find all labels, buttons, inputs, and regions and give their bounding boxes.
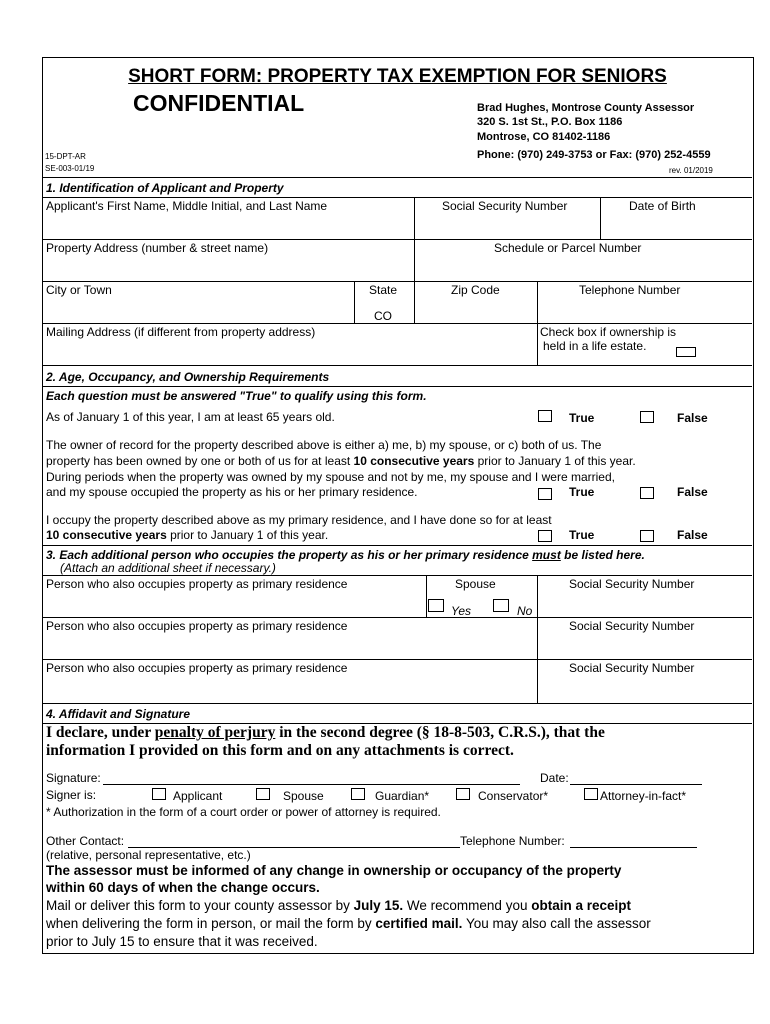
- spouse-no-label: No: [517, 604, 533, 618]
- telephone-field[interactable]: Telephone Number: [579, 283, 681, 297]
- form-page: [42, 57, 754, 954]
- other-contact-label: Other Contact:: [46, 834, 125, 848]
- signer-spouse-checkbox[interactable]: [256, 788, 270, 800]
- form-code-1: 15-DPT-AR: [45, 152, 86, 161]
- schedule-number-field[interactable]: Schedule or Parcel Number: [494, 241, 642, 255]
- form-code-2: SE-003-01/19: [45, 164, 95, 173]
- signer-label: Signer is:: [46, 788, 97, 802]
- state-field[interactable]: State: [369, 283, 398, 297]
- other-contact-telephone-line[interactable]: [570, 847, 697, 848]
- spouse-no-checkbox[interactable]: [493, 599, 509, 612]
- ownership-question-line-3: During periods when the property was owned by my spouse and not by me, my spouse and I were married,: [46, 470, 615, 484]
- age-false-checkbox[interactable]: [640, 411, 654, 423]
- life-estate-label-1: Check box if ownership is: [540, 325, 677, 339]
- age-question: As of January 1 of this year, I am at least 65 years old.: [46, 410, 335, 424]
- ownership-question-line-2: property has been owned by one or both of us for at least 10 consecutive years prior to January 1 of this year.: [46, 454, 636, 468]
- ssn-field[interactable]: Social Security Number: [442, 199, 568, 213]
- other-contact-note: (relative, personal representative, etc.): [46, 848, 251, 862]
- dob-field[interactable]: Date of Birth: [629, 199, 696, 213]
- signature-label: Signature:: [46, 771, 101, 785]
- mail-instruction-line-1: Mail or deliver this form to your county assessor by July 15. We recommend you obtain a receipt: [46, 898, 631, 913]
- notice-line-1: The assessor must be informed of any change in ownership or occupancy of the property: [46, 863, 622, 878]
- perjury-declaration-line-1: I declare, under penalty of perjury in the second degree (§ 18-8-503, C.R.S.), that the: [46, 724, 605, 741]
- ownership-false-checkbox[interactable]: [640, 487, 654, 499]
- signer-spouse-label: Spouse: [283, 789, 324, 803]
- applicant-name-field[interactable]: Applicant's First Name, Middle Initial, and Last Name: [46, 199, 328, 213]
- residence-question-line-1: I occupy the property described above as my primary residence, and I have done so for at least: [46, 513, 552, 527]
- residence-true-label: True: [569, 528, 595, 542]
- life-estate-checkbox[interactable]: [676, 347, 696, 357]
- section-2-title: 2. Age, Occupancy, and Ownership Requirements: [46, 370, 330, 384]
- section-3-subtitle: (Attach an additional sheet if necessary.): [60, 561, 276, 575]
- signature-line[interactable]: [103, 784, 520, 785]
- perjury-declaration-line-2: information I provided on this form and on any attachments is correct.: [46, 742, 514, 759]
- signer-applicant-label: Applicant: [173, 789, 223, 803]
- signer-guardian-checkbox[interactable]: [351, 788, 365, 800]
- zip-field[interactable]: Zip Code: [451, 283, 500, 297]
- occupant-1-ssn-field[interactable]: Social Security Number: [569, 577, 695, 591]
- signer-attorney-label: Attorney-in-fact*: [600, 789, 687, 803]
- occupant-3-name-field[interactable]: Person who also occupies property as primary residence: [46, 661, 348, 675]
- section-1-title: 1. Identification of Applicant and Property: [46, 181, 284, 195]
- ownership-true-label: True: [569, 485, 595, 499]
- mailing-address-field[interactable]: Mailing Address (if different from property address): [46, 325, 316, 339]
- date-label: Date:: [540, 771, 569, 785]
- occupant-2-ssn-field[interactable]: Social Security Number: [569, 619, 695, 633]
- ownership-question-line-4: and my spouse occupied the property as his or her primary residence.: [46, 485, 418, 499]
- occupant-2-name-field[interactable]: Person who also occupies property as primary residence: [46, 619, 348, 633]
- signer-conservator-checkbox[interactable]: [456, 788, 470, 800]
- authorization-note: * Authorization in the form of a court order or power of attorney is required.: [46, 805, 441, 819]
- age-true-checkbox[interactable]: [538, 410, 552, 422]
- signer-conservator-label: Conservator*: [478, 789, 549, 803]
- residence-false-label: False: [677, 528, 708, 542]
- section-3-title: 3. Each additional person who occupies the property as his or her primary residence must be listed here.: [46, 548, 645, 562]
- spouse-yes-label: Yes: [451, 604, 472, 618]
- ownership-true-checkbox[interactable]: [538, 488, 552, 500]
- residence-false-checkbox[interactable]: [640, 530, 654, 542]
- signer-guardian-label: Guardian*: [375, 789, 430, 803]
- property-address-field[interactable]: Property Address (number & street name): [46, 241, 269, 255]
- life-estate-label-2: held in a life estate.: [543, 339, 647, 353]
- age-true-label: True: [569, 411, 595, 425]
- signer-attorney-checkbox[interactable]: [584, 788, 598, 800]
- residence-question-line-2: 10 consecutive years prior to January 1 of this year.: [46, 528, 329, 542]
- residence-true-checkbox[interactable]: [538, 530, 552, 542]
- section-4-title: 4. Affidavit and Signature: [46, 707, 191, 721]
- mail-instruction-line-3: prior to July 15 to ensure that it was received.: [46, 934, 318, 949]
- assessor-address-2: Montrose, CO 81402-1186: [477, 131, 611, 143]
- confidential-heading: CONFIDENTIAL: [133, 90, 305, 116]
- signer-applicant-checkbox[interactable]: [152, 788, 166, 800]
- ownership-question-line-1: The owner of record for the property described above is either a) me, b) my spouse, or c) both of us. The: [46, 438, 602, 452]
- spouse-label: Spouse: [455, 577, 496, 591]
- ownership-false-label: False: [677, 485, 708, 499]
- section-2-instruction: Each question must be answered "True" to qualify using this form.: [46, 389, 427, 403]
- mail-instruction-line-2: when delivering the form in person, or mail the form by certified mail. You may also call the assessor: [46, 916, 651, 931]
- assessor-phone: Phone: (970) 249-3753 or Fax: (970) 252-4559: [477, 149, 711, 161]
- assessor-name: Brad Hughes, Montrose County Assessor: [477, 102, 695, 114]
- age-false-label: False: [677, 411, 708, 425]
- assessor-address-1: 320 S. 1st St., P.O. Box 1186: [477, 116, 623, 128]
- occupant-3-ssn-field[interactable]: Social Security Number: [569, 661, 695, 675]
- revision-date: rev. 01/2019: [669, 166, 713, 175]
- occupant-1-name-field[interactable]: Person who also occupies property as primary residence: [46, 577, 348, 591]
- notice-line-2: within 60 days of when the change occurs.: [46, 880, 320, 895]
- state-value: CO: [374, 309, 392, 323]
- city-field[interactable]: City or Town: [46, 283, 112, 297]
- date-line[interactable]: [570, 784, 702, 785]
- spouse-yes-checkbox[interactable]: [428, 599, 444, 612]
- form-title: SHORT FORM: PROPERTY TAX EXEMPTION FOR SENIORS: [128, 66, 667, 87]
- other-contact-telephone-label: Telephone Number:: [460, 834, 565, 848]
